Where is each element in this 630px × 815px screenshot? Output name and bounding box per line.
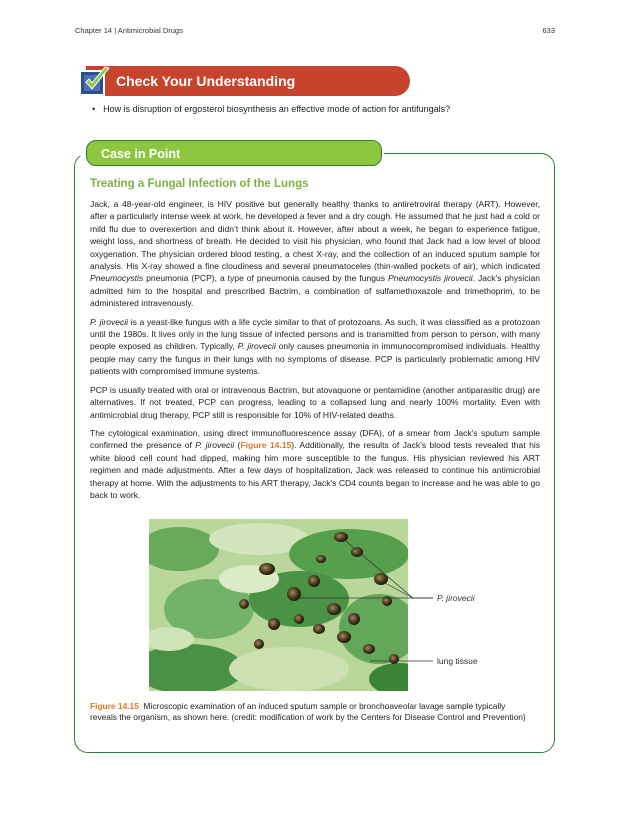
check-question	[92, 104, 450, 114]
label-p-jirovecii: P. jirovecii	[437, 593, 475, 603]
case-body	[90, 198, 540, 507]
text-run: ). Additionally, the results of Jack's blood tests revealed that his white blood cell count had dipped, making him more susceptible to the fungus. His physician reviewed his ART regimen and made adjustments. After a few days of hospitalization, Jack was released to continue his antimicrobial therapy at home. With the adjustments to his ART therapy, Jack's CD4 counts began to increase and he was able to go back to work.	[90, 440, 540, 500]
question-text: How is disruption of ergosterol biosynthesis an effective mode of action for antifungals?	[103, 104, 451, 114]
italic-text: P. jirovecii	[237, 341, 276, 352]
text-run: pneumonia (PCP), a type of pneumonia caused by the fungus	[143, 273, 388, 284]
page-header	[75, 26, 555, 38]
case-subtitle: Treating a Fungal Infection of the Lungs	[90, 178, 309, 190]
figure-caption	[90, 701, 530, 723]
check-understanding-title: Check Your Understanding	[116, 73, 296, 89]
paragraph	[90, 384, 540, 421]
chapter-title: Chapter 14 | Antimicrobial Drugs	[75, 26, 183, 35]
italic-text: P. jirovecii	[195, 440, 235, 451]
bullet-marker: •	[92, 104, 96, 114]
caption-figure-number: Figure 14.15	[90, 701, 139, 711]
check-understanding-banner	[86, 66, 410, 96]
case-in-point-label: Case in Point	[101, 147, 181, 161]
text-run: The cytological examination, using direct immunofluorescence assay (DFA), of a smear from Jack's sputum sample confirmed the presence of	[90, 427, 540, 451]
paragraph	[90, 316, 540, 378]
micrograph-image	[149, 519, 408, 691]
figure-link[interactable]: Figure 14.15	[240, 440, 292, 451]
page-number: 633	[542, 26, 555, 35]
paragraph	[90, 198, 540, 310]
italic-text: P. jirovecii	[90, 316, 129, 327]
case-in-point-tab	[86, 140, 382, 166]
text-run: (	[234, 440, 241, 451]
text-run: . Jack's physician admitted him to the hospital and prescribed Bactrim, a combination of sulfamethoxazole and trimethoprim, to be administered intravenously.	[90, 273, 540, 309]
italic-text: Pneumocystis	[90, 273, 144, 284]
text-run: PCP is usually treated with oral or intravenous Bactrim, but atovaquone or pentamidine (another antiparasitic drug) are alternatives. If not treated, PCP can progress, leading to a collapsed lung and nearly 100% mortality. Even with antimicrobial drug therapy, PCP still is responsible for 10% of HIV-related deaths.	[90, 384, 540, 420]
label-lung-tissue: lung tissue	[437, 656, 478, 666]
caption-text: Microscopic examination of an induced sputum sample or bronchoaveolar lavage sample typically reveals the organism, as shown here. (credit: modification of work by the Centers for Disease Control and Prevention)	[90, 701, 526, 722]
text-run: only causes pneumonia in immunocompromised individuals. Healthy people may carry the fungus in their lungs with no symptoms of disease. PCP is particularly problematic among HIV patients with compromised immune systems.	[90, 341, 541, 377]
checkbox-check-icon	[78, 66, 112, 98]
paragraph	[90, 427, 540, 501]
text-run: is a yeast-like fungus with a life cycle similar to that of protozoans. As such, it was classified as a protozoan until the 1980s. It lives only in the lung tissue of infected persons and is transmitted from person to person, with many people exposed as children. Typically,	[90, 316, 540, 352]
text-run: Jack, a 48-year-old engineer, is HIV positive but generally healthy thanks to antiretroviral therapy (ART). However, after a particularly intense week at work, he developed a fever and a dry cough. He assumed that he just had a cold or mild flu due to overexertion and didn’t think about it. However, after about a week, he began to experience fatigue, weight loss, and shortness of breath. He decided to visit his physician, who found that Jack had a low level of blood oxygenation. The physician ordered blood testing, a chest X-ray, and the collection of an induced sputum sample for analysis. His X-ray showed a fine cloudiness and several pneumatoceles (thin-walled pockets of air), which indicated	[90, 199, 540, 272]
italic-text: Pneumocystis jirovecii	[387, 273, 473, 284]
